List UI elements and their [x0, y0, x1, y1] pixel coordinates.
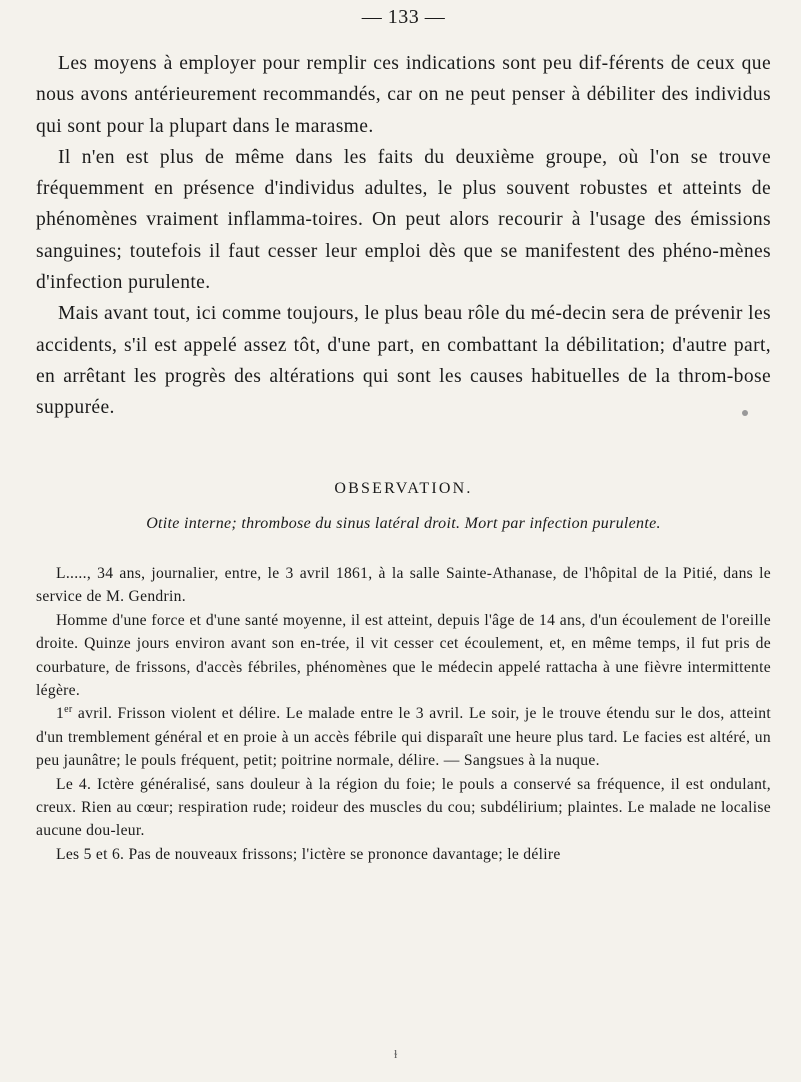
case-paragraph-2: Homme d'une force et d'une santé moyenne, il est atteint, depuis l'âge de 14 ans, d'un écoulement de l'oreille droite. Quinze jours environ avant son en-trée, il vit cesser cet écoulement, et, en même temps, il fut pris de courbature, de frissons, d'accès fébriles, phénomènes que le médecin appelé rattacha à une fièvre intermittente légère.	[36, 611, 771, 700]
case-paragraph-3	[36, 702, 771, 772]
case-paragraph-5: Les 5 et 6. Pas de nouveaux frissons; l'ictère se prononce davantage; le délire	[56, 845, 561, 863]
case-paragraph-3-text: avril. Frisson violent et délire. Le malade entre le 3 avril. Le soir, je le trouve étendu sur le dos, atteint d'un tremblement général et en proie à un accès fébrile qui disparaît une heure plus tard. Le facies est altéré, un peu jaunâtre; le pouls fréquent, petit; poitrine normale, délire. — Sangsues à la nuque.	[36, 705, 771, 770]
main-text	[36, 48, 771, 424]
page-number-header: — 133 —	[361, 6, 446, 28]
paragraph-1: Les moyens à employer pour remplir ces indications sont peu dif-férents de ceux que nous avons antérieurement recommandés, car on ne peut penser à débiliter des individus qui sont pour la plupart dans le marasme.	[36, 53, 771, 137]
case-date-superscript: er	[64, 704, 73, 716]
case-report	[36, 562, 771, 866]
observation-subtitle: Otite interne; thrombose du sinus latéral droit. Mort par infection purulente.	[146, 515, 661, 532]
case-date-day: 1	[56, 705, 65, 723]
observation-title: OBSERVATION.	[334, 480, 473, 497]
case-paragraph-1: L....., 34 ans, journalier, entre, le 3 avril 1861, à la salle Sainte-Athanase, de l'hôpital de la Pitié, dans le service de M. Gendrin.	[36, 565, 771, 606]
footer-mark: ɫ	[394, 1047, 398, 1061]
paragraph-3: Mais avant tout, ici comme toujours, le plus beau rôle du mé-decin sera de prévenir les accidents, s'il est appelé assez tôt, d'une part, en combattant la débilitation; d'autre part, en arrêtant les progrès des altérations qui sont les causes habituelles de la throm-bose suppurée.	[36, 303, 771, 419]
paragraph-2: Il n'en est plus de même dans les faits du deuxième groupe, où l'on se trouve fréquemment en présence d'individus adultes, le plus souvent robustes et atteints de phénomènes vraiment inflamma-toires. On peut alors recourir à l'usage des émissions sanguines; toutefois il faut cesser leur emploi dès que se manifestent des phéno-mènes d'infection purulente.	[36, 146, 771, 294]
case-paragraph-4: Le 4. Ictère généralisé, sans douleur à la région du foie; le pouls a conservé sa fréquence, il est ondulant, creux. Rien au cœur; respiration rude; roideur des muscles du cou; subdélirium; plaintes. Le malade ne localise aucune dou-leur.	[36, 775, 771, 840]
ink-stain	[742, 410, 748, 416]
